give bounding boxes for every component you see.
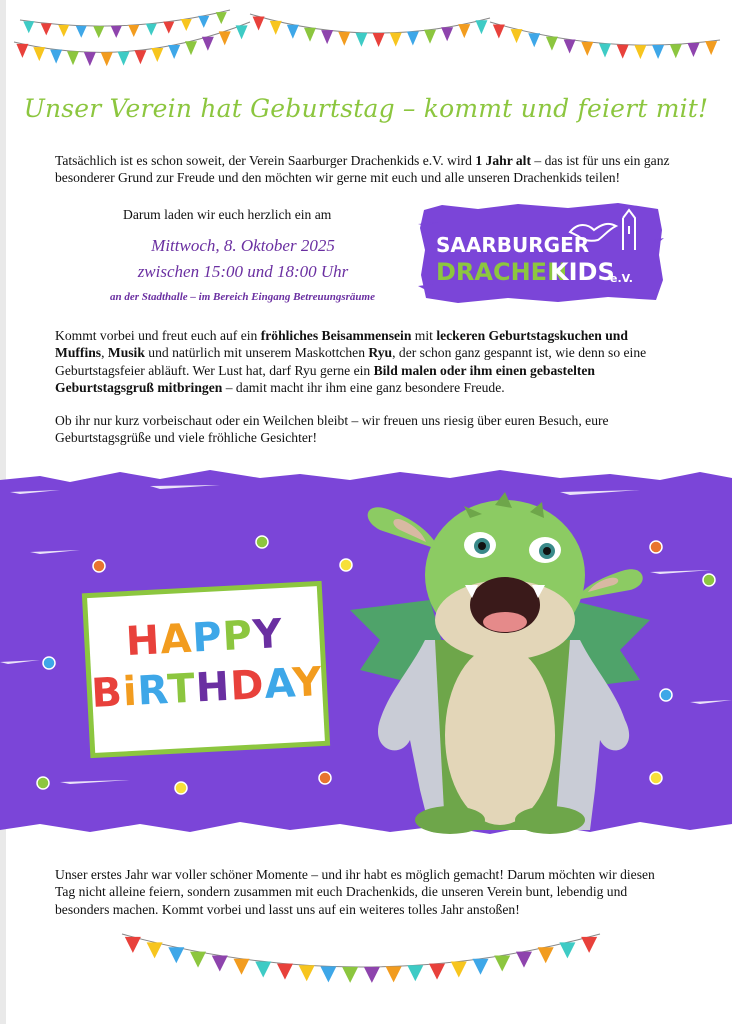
intro-paragraph: Tatsächlich ist es schon soweit, der Verein Saarburger Drachenkids e.V. wird 1 Jahr alt – das ist für uns ein ganz besonderer Grund zur Freude und den möchten wir gerne mit euch und alle unseren Drachenkids teilen! — [55, 153, 670, 186]
bunting-flag — [128, 25, 139, 37]
bunting-flag — [528, 33, 540, 47]
bunting-flag — [670, 44, 682, 58]
bunting-flag — [255, 961, 271, 977]
top-bunting — [0, 0, 732, 90]
card-letter: P — [191, 614, 224, 662]
happy-birthday-card — [82, 581, 330, 758]
bunting-flag — [212, 955, 228, 971]
closing-paragraph: Unser erstes Jahr war voller schöner Momente – und ihr habt es möglich gemacht! Darum möchten wir diesen Tag nicht alleine feiern, sondern zusammen mit euch Drachenkids, die unseren Verein bunt, lebendig und besonders machen. Kommt vorbei und lasst uns auf ein weiteres tolles Jahr anstoßen! — [55, 867, 655, 917]
dragon-mascot-image — [340, 490, 660, 835]
details-paragraph: Kommt vorbei und freut euch auf ein fröhliches Beisammensein mit leckeren Geburtstagskuchen und Muffins, Musik und natürlich mit unserem Maskottchen Ryu, der schon ganz gespannt ist, wie denn so eine Geburtstagsfeier abläuft. Wer Lust hat, darf Ryu gerne ein Bild malen oder ihm einen gebastelten Geburtstagsgruß mitbringen – damit macht ihr ihm eine ganz besondere Freude. — [55, 328, 647, 396]
bunting-flag — [516, 952, 532, 968]
visit-paragraph: Ob ihr nur kurz vorbeischaut oder ein Weilchen bleibt – wir freuen uns riesig über euren Besuch, eure Geburtstagsgrüße und viele fröhliche Gesichter! — [55, 413, 609, 446]
bunting-flag — [364, 967, 380, 983]
bunting-flag — [538, 947, 554, 963]
bunting-flag — [58, 25, 69, 37]
bunting-flag — [342, 967, 358, 983]
bunting-flag — [216, 12, 227, 24]
logo-line1: SAARBURGER — [436, 233, 590, 257]
bunting-flag — [634, 45, 646, 59]
bunting-flag — [16, 44, 28, 58]
bunting-flag — [163, 22, 174, 34]
bunting-flag — [168, 947, 184, 963]
bunting-flag — [299, 965, 315, 981]
bunting-flag — [84, 52, 96, 66]
bunting-flag — [93, 26, 104, 38]
bottom-bunting — [0, 928, 732, 998]
bunting-flag — [511, 29, 523, 43]
bunting-flag — [429, 964, 445, 980]
bunting-flag — [617, 45, 629, 59]
bunting-flag — [304, 28, 316, 42]
bunting-flag — [234, 959, 250, 975]
bunting-flag — [559, 942, 575, 958]
bunting-flag — [355, 33, 367, 47]
card-letter: D — [229, 661, 266, 710]
bunting-flag — [146, 24, 157, 36]
invitation-intro: Darum laden wir euch herzlich ein am — [123, 207, 332, 222]
bunting-flag — [390, 33, 402, 47]
bunting-flag — [564, 40, 576, 54]
bunting-flag — [494, 955, 510, 971]
bunting-flag — [652, 45, 664, 59]
bunting-flag — [101, 52, 113, 66]
bunting-flag — [458, 24, 470, 38]
card-letter: R — [136, 667, 169, 715]
bunting-flag — [546, 37, 558, 51]
bunting-flag — [320, 966, 336, 982]
bunting-flag — [599, 44, 611, 58]
bunting-flag — [386, 966, 402, 982]
bunting-flag — [190, 952, 206, 968]
bunting-flag — [23, 21, 34, 33]
bunting-flag — [441, 27, 453, 41]
bunting-flag — [277, 964, 293, 980]
bunting-flag — [424, 30, 436, 44]
card-letter: B — [90, 669, 125, 717]
bunting-flag — [475, 20, 487, 34]
card-letter: i — [121, 668, 139, 716]
bunting-flag — [67, 51, 79, 65]
bunting-flag — [118, 52, 130, 66]
card-letter: T — [166, 665, 198, 714]
bunting-flag — [151, 48, 163, 62]
bunting-flag — [33, 47, 45, 61]
card-letter: P — [221, 612, 255, 661]
logo-suffix: e.V. — [610, 272, 633, 285]
card-letter: H — [124, 617, 162, 666]
bunting-flag — [111, 26, 122, 38]
bunting-flag — [147, 942, 163, 958]
bunting-flag — [202, 37, 214, 51]
bunting-flag — [687, 43, 699, 57]
card-letter: A — [159, 615, 194, 664]
bunting-flag — [287, 25, 299, 39]
logo-line2b: KIDS — [550, 258, 615, 286]
bunting-flag — [407, 32, 419, 46]
card-letter: H — [194, 663, 232, 712]
card-letter: Y — [251, 610, 284, 659]
card-letter: A — [263, 660, 294, 708]
event-date: Mittwoch, 8. Oktober 2025 — [151, 236, 335, 255]
bunting-flag — [705, 41, 717, 55]
event-time: zwischen 15:00 und 18:00 Uhr — [137, 262, 349, 281]
bunting-flag — [198, 16, 209, 28]
bunting-flag — [407, 965, 423, 981]
bunting-flag — [473, 959, 489, 975]
bunting-flag — [236, 25, 248, 39]
bunting-flag — [451, 961, 467, 977]
bunting-flag — [581, 937, 597, 953]
card-letter: Y — [291, 658, 324, 707]
bunting-flag — [270, 21, 282, 35]
bunting-flag — [253, 16, 265, 30]
bunting-flag — [134, 50, 146, 64]
bunting-flag — [185, 41, 197, 55]
bunting-flag — [321, 30, 333, 44]
event-location: an der Stadthalle – im Bereich Eingang Betreuungsräume — [110, 291, 375, 303]
logo-line2a: DRACHEN — [436, 258, 568, 286]
bunting-flag — [219, 31, 231, 45]
bunting-flag — [373, 33, 385, 47]
club-logo — [418, 200, 664, 306]
bunting-flag — [181, 19, 192, 31]
bunting-flag — [125, 937, 141, 953]
bunting-flag — [76, 26, 87, 38]
bunting-flag — [493, 25, 505, 39]
bunting-flag — [168, 45, 180, 59]
bunting-flag — [338, 32, 350, 46]
bunting-flag — [50, 50, 62, 64]
page-title: Unser Verein hat Geburtstag – kommt und feiert mit! — [23, 94, 709, 123]
bunting-flag — [581, 42, 593, 56]
bunting-flag — [41, 23, 52, 35]
